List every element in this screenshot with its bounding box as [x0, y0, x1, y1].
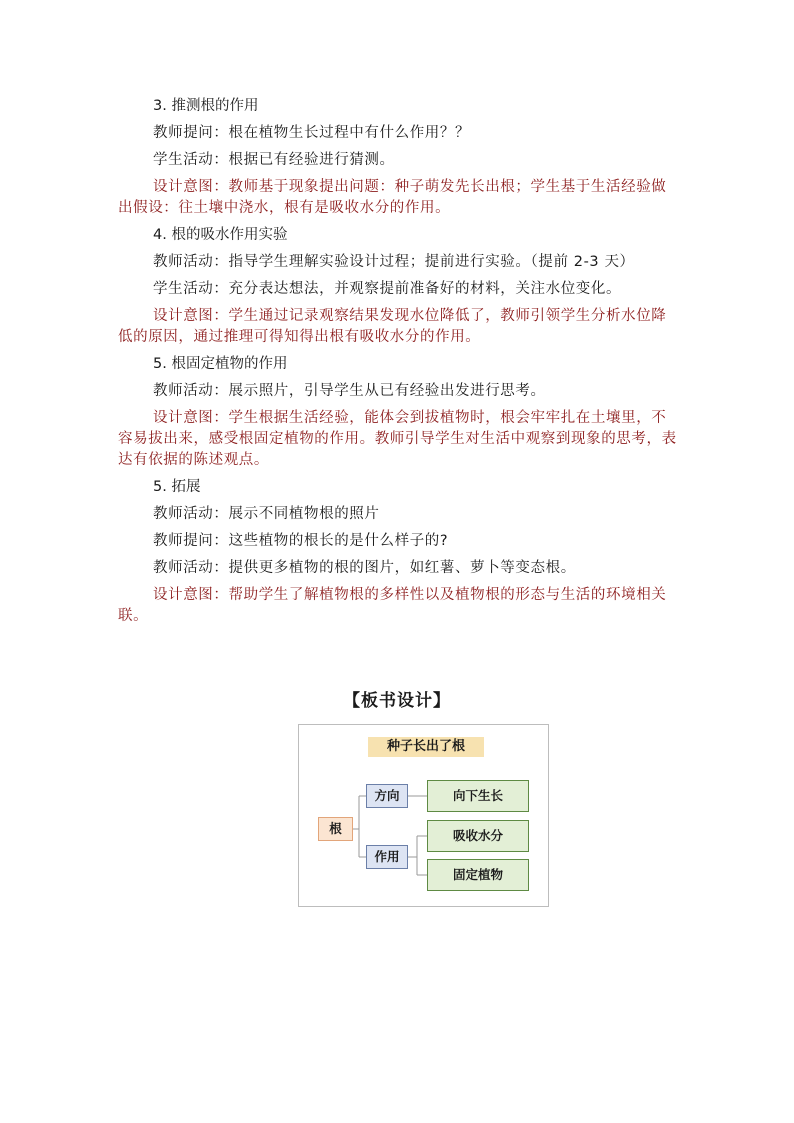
design-intent: 设计意图：学生根据生活经验，能体会到拔植物时，根会牢牢扎在土壤里，不容易拔出来，感受根固定植物的作用。教师引导学生对生活中观察到现象的思考，表达有依据的陈述观点。: [118, 410, 677, 468]
blackboard-diagram: [298, 724, 549, 907]
root-node: 根: [318, 817, 353, 841]
text-line: 教师活动：提供更多植物的根的图片，如红薯、萝卜等变态根。: [153, 560, 576, 576]
function-node: 作用: [366, 845, 408, 869]
lesson-content: [118, 96, 678, 633]
text-line: 学生活动：根据已有经验进行猜测。: [153, 152, 395, 168]
board-label: 种子长出了根: [368, 737, 484, 757]
section-heading: 5. 拓展: [153, 479, 201, 495]
board-section-title: 【板书设计】: [343, 691, 451, 711]
leaf-absorb-water: 吸收水分: [427, 820, 529, 852]
design-intent: 设计意图：帮助学生了解植物根的多样性以及植物根的形态与生活的环境相关联。: [118, 587, 667, 624]
leaf-fix-plant: 固定植物: [427, 859, 529, 891]
design-intent: 设计意图：学生通过记录观察结果发现水位降低了，教师引领学生分析水位降低的原因，通过推理可得知得出根有吸收水分的作用。: [118, 308, 667, 345]
text-line: 教师提问：这些植物的根长的是什么样子的?: [153, 533, 449, 549]
text-line: 学生活动：充分表达想法，并观察提前准备好的材料，关注水位变化。: [153, 281, 622, 297]
section-heading: 4. 根的吸水作用实验: [153, 227, 288, 243]
text-line: 教师活动：展示不同植物根的照片: [153, 506, 380, 522]
section-heading: 5. 根固定植物的作用: [153, 356, 288, 372]
text-line: 教师活动：指导学生理解实验设计过程；提前进行实验。（提前 2-3 天）: [153, 254, 635, 270]
design-intent: 设计意图：教师基于现象提出问题：种子萌发先长出根；学生基于生活经验做出假设：往土壤中浇水，根有是吸收水分的作用。: [118, 179, 667, 216]
leaf-grow-down: 向下生长: [427, 780, 529, 812]
text-line: 教师提问：根在植物生长过程中有什么作用？？: [153, 125, 471, 141]
text-line: 教师活动：展示照片，引导学生从已有经验出发进行思考。: [153, 383, 546, 399]
section-heading: 3. 推测根的作用: [153, 98, 259, 114]
direction-node: 方向: [366, 784, 408, 808]
